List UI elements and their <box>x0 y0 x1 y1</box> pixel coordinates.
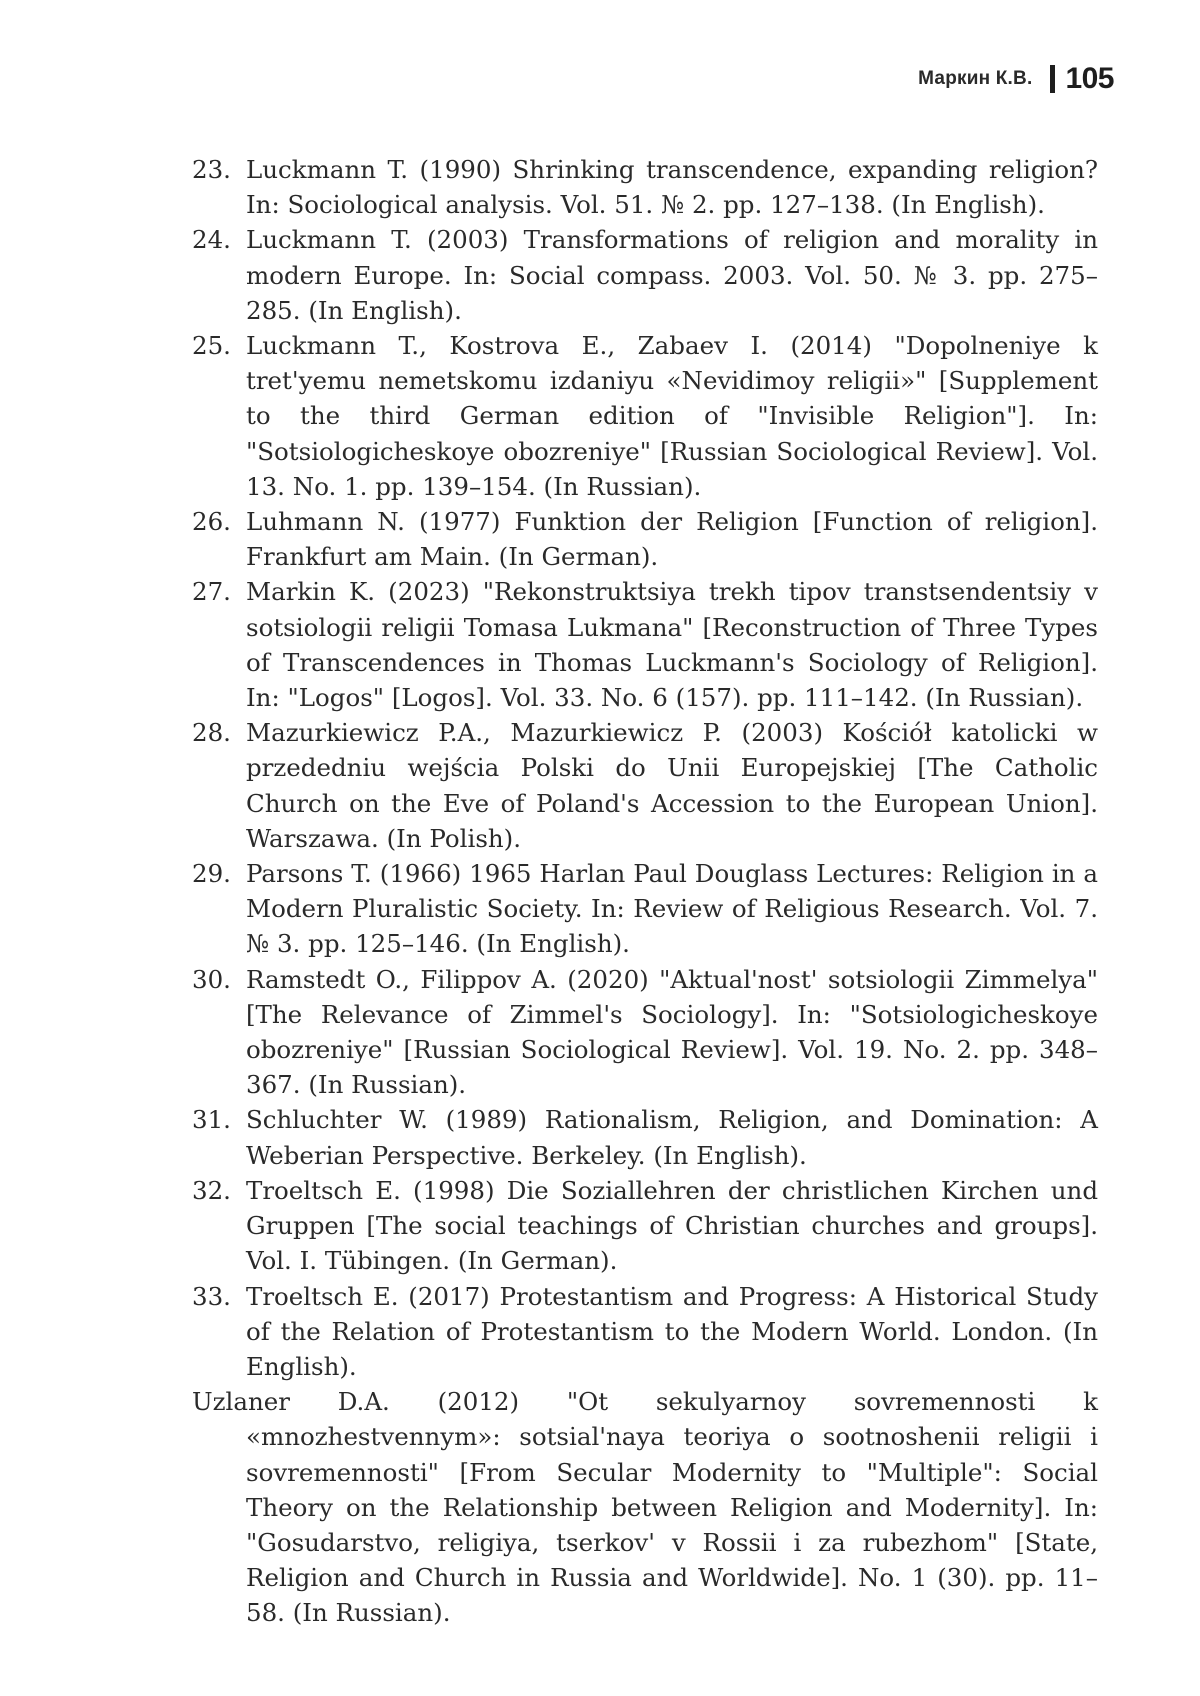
reference-number: 30. <box>192 964 231 994</box>
reference-number: 32. <box>192 1175 231 1205</box>
reference-text: Mazurkiewicz P.A., Mazurkiewicz P. (2003) Kościół katolicki w przededniu wejścia Polski do Unii Europejskiej [The Catholic Church on the Eve of Poland's Accession to the European Union]. Warszawa. (In Polish). <box>246 718 1098 853</box>
reference-item <box>192 1102 1098 1172</box>
running-header <box>918 62 1114 96</box>
reference-number: 33. <box>192 1281 231 1311</box>
reference-item <box>192 222 1098 328</box>
reference-text: Parsons T. (1966) 1965 Harlan Paul Douglass Lectures: Religion in a Modern Pluralistic Society. In: Review of Religious Research. Vol. 7. № 3. pp. 125–146. (In English). <box>246 859 1098 959</box>
reference-text: Troeltsch E. (2017) Protestantism and Progress: A Historical Study of the Relation of Protestantism to the Modern World. London. (In English). <box>246 1281 1098 1381</box>
reference-text: Luhmann N. (1977) Funktion der Religion [Function of religion]. Frankfurt am Main. (In German). <box>246 507 1098 572</box>
reference-list <box>192 152 1098 1631</box>
reference-number: 26. <box>192 507 231 537</box>
reference-number: 27. <box>192 577 231 607</box>
reference-number: 31. <box>192 1105 231 1135</box>
reference-item <box>192 152 1098 222</box>
header-author: Маркин К.В. <box>918 68 1033 89</box>
reference-item <box>192 504 1098 574</box>
reference-text: Troeltsch E. (1998) Die Soziallehren der christlichen Kirchen und Gruppen [The social teachings of Christian churches and groups]. Vol. I. Tübingen. (In German). <box>246 1175 1098 1276</box>
reference-number: 29. <box>192 859 231 889</box>
reference-text: Ramstedt O., Filippov A. (2020) "Aktual'nost' sotsiologii Zimmelya" [The Relevance of Zimmel's Sociology]. In: "Sotsiologicheskoye obozreniye" [Russian Sociological Review]. Vol. 19. No. 2. pp. 348–367. (In Russian). <box>246 964 1098 1100</box>
reference-item <box>192 715 1098 856</box>
reference-number: 23. <box>192 155 231 184</box>
reference-text: Markin K. (2023) "Rekonstruktsiya trekh tipov transtsendentsiy v sotsiologii religii Tomasa Lukmana" [Reconstruction of Three Types of Transcendences in Thomas Luckmann's Sociology of Religion]. In: "Logos" [Logos]. Vol. 33. No. 6 (157). pp. 111–142. (In Russian). <box>246 577 1098 713</box>
reference-item <box>192 574 1098 715</box>
reference-item <box>192 1279 1098 1385</box>
page-number: 105 <box>1065 62 1114 95</box>
reference-item <box>192 962 1098 1103</box>
reference-item <box>192 1173 1098 1279</box>
header-divider <box>1050 65 1055 93</box>
reference-text: Luckmann T. (1990) Shrinking transcendence, expanding religion? In: Sociological analysis. Vol. 51. № 2. pp. 127–138. (In English). <box>246 155 1098 220</box>
reference-text: Luckmann T. (2003) Transformations of religion and morality in modern Europe. In: Social compass. 2003. Vol. 50. № 3. pp. 275–285. (In English). <box>246 225 1098 325</box>
reference-item <box>192 328 1098 504</box>
reference-item <box>192 856 1098 962</box>
reference-number: 25. <box>192 331 231 361</box>
reference-number: 28. <box>192 718 231 748</box>
reference-number: 24. <box>192 225 231 255</box>
reference-item-unnumbered: Uzlaner D.A. (2012) "Ot sekulyarnoy sovremennosti k «mnozhestvennym»: sotsial'naya teoriya o sootnoshenii religii i sovremennosti" [From Secular Modernity to "Multiple": Social Theory on the Relationship between Religion and Modernity]. In: "Gosudarstvo, religiya, tserkov' v Rossii i za rubezhom" [State, Religion and Church in Russia and Worldwide]. No. 1 (30). pp. 11–58. (In Russian). <box>192 1387 1098 1628</box>
reference-text: Luckmann T., Kostrova E., Zabaev I. (2014) "Dopolneniye k tret'yemu nemetskomu izdaniyu «Nevidimoy religii»" [Supplement to the third German edition of "Invisible Religion"]. In: "Sotsiologicheskoye obozreniye" [Russian Sociological Review]. Vol. 13. No. 1. pp. 139–154. (In Russian). <box>246 331 1098 501</box>
reference-text: Schluchter W. (1989) Rationalism, Religion, and Domination: A Weberian Perspective. Berkeley. (In English). <box>246 1105 1098 1170</box>
